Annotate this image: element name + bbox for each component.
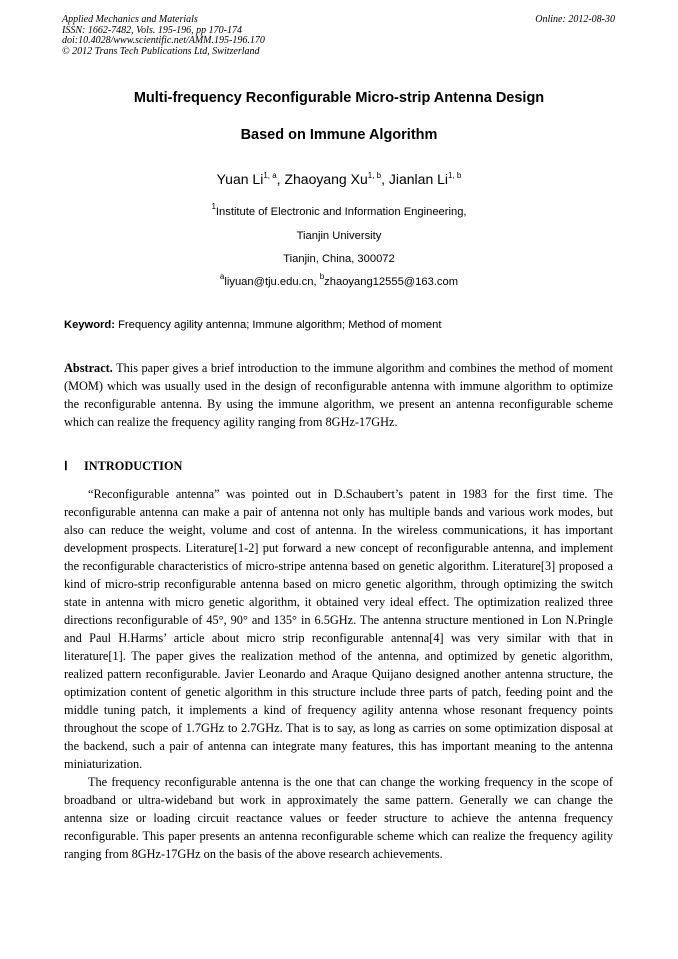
- journal-copyright: © 2012 Trans Tech Publications Ltd, Switzerland: [62, 45, 260, 57]
- keyword-text: Frequency agility antenna; Immune algorithm; Method of moment: [114, 319, 442, 331]
- introduction-body: [64, 485, 613, 863]
- online-date: Online: 2012-08-30: [535, 14, 615, 25]
- paragraph: The frequency reconfigurable antenna is the one that can change the working frequency in the scope of broadband or ultra-wideband but work in approximately the same pattern. Generally we can change the antenna size or loading circuit reactance values or feeder structure to achieve the antenna frequency reconfigurable. This paper presents an antenna reconfigurable scheme which can realize the frequency agility ranging from 8GHz-17GHz on the basis of the above research achievements.: [64, 775, 613, 861]
- author-affil-marker: 1, a: [263, 171, 277, 180]
- keyword-label: Keyword:: [64, 319, 115, 331]
- author-name: Jianlan Li: [388, 171, 449, 187]
- author-affil-marker: 1, b: [448, 171, 462, 180]
- affiliation-line-2: Tianjin University: [296, 230, 382, 242]
- title-rest: Reconfigurable Micro-strip Antenna Design: [241, 90, 545, 106]
- section-title: INTRODUCTION: [84, 459, 183, 473]
- author-separator: ,: [276, 171, 285, 187]
- keywords: [64, 319, 441, 331]
- author-emails: [40, 272, 638, 288]
- section-number: Ⅰ: [64, 459, 68, 473]
- affiliation-marker: 1: [211, 202, 216, 211]
- author-list: [40, 171, 638, 187]
- author-affil-marker: 1, b: [367, 171, 382, 180]
- journal-header: [62, 15, 265, 57]
- affiliation-line-1: [40, 202, 638, 218]
- affiliation-line-3: Tianjin, China, 300072: [283, 253, 395, 265]
- affiliation-institute: Institute of Electronic and Information Engineering,: [215, 206, 467, 218]
- email-a: liyuan@tju.edu.cn,: [224, 276, 320, 288]
- paper-title-line-1: [40, 90, 638, 106]
- email-marker-a: a: [219, 272, 225, 281]
- email-marker-b: b: [319, 272, 325, 281]
- paper-title-line-2: Based on Immune Algorithm: [240, 127, 438, 143]
- title-bold-word: Multi-frequency: [133, 90, 242, 106]
- paragraph: “Reconfigurable antenna” was pointed out in D.Schaubert’s patent in 1983 for the first time. The reconfigurable antenna can make a pair of antenna not only has multiple bands and various work modes, but also can reduce the weight, volume and cost of antenna. In the wireless communications, it has important development prospects. Literature[1-2] put forward a new concept of reconfigurable antenna, and implement the reconfigurable characteristics of micro-stripe antenna based on genetic algorithm. Literature[3] proposed a kind of micro-strip reconfigurable antenna based on micro genetic algorithm, through optimizing the switch state in antenna with micro genetic algorithm, it obtained very ideal effect. The optimization realized three directions reconfigurable of 45°, 90° and 135° in 6.5GHz. The antenna structure mentioned in Lon N.Pringle and Paul H.Harms’ article about micro strip reconfigurable antenna[4] was very similar with that in literature[1]. The paper gives the realization method of the antenna, and optimized by genetic algorithm, realized pattern reconfigurable. Javier Leonardo and Araque Quijano designed another antenna structure, the optimization content of genetic algorithm in this structure include three parts of patch, feeding point and the middle tuning patch, it implements a kind of frequency agility antenna whose resonant frequency points throughout the scope of 1.7GHz to 2.7GHz. That is to say, as long as carries on some optimization disposal at the backend, such a pair of antenna can integrate many features, this has important meaning to the antenna miniaturization.: [64, 487, 613, 771]
- abstract: [64, 359, 613, 431]
- journal-doi: doi:10.4028/www.scientific.net/AMM.195-196.170: [62, 35, 265, 46]
- author-name: Yuan Li: [216, 171, 264, 187]
- section-heading: [64, 459, 182, 474]
- abstract-label: Abstract.: [64, 361, 113, 375]
- author-separator: ,: [381, 171, 389, 187]
- abstract-text: This paper gives a brief introduction to the immune algorithm and combines the method of moment (MOM) which was usually used in the design of reconfigurable antenna with immune algorithm to optimize the reconfigurable antenna. By using the immune algorithm, we present an antenna reconfigurable scheme which can realize the frequency agility ranging from 8GHz-17GHz.: [64, 361, 613, 429]
- author-name: Zhaoyang Xu: [284, 171, 368, 187]
- journal-issn: ISSN: 1662-7482, Vols. 195-196, pp 170-174: [62, 24, 242, 36]
- email-b: zhaoyang12555@163.com: [324, 276, 459, 288]
- journal-name: Applied Mechanics and Materials: [62, 14, 198, 25]
